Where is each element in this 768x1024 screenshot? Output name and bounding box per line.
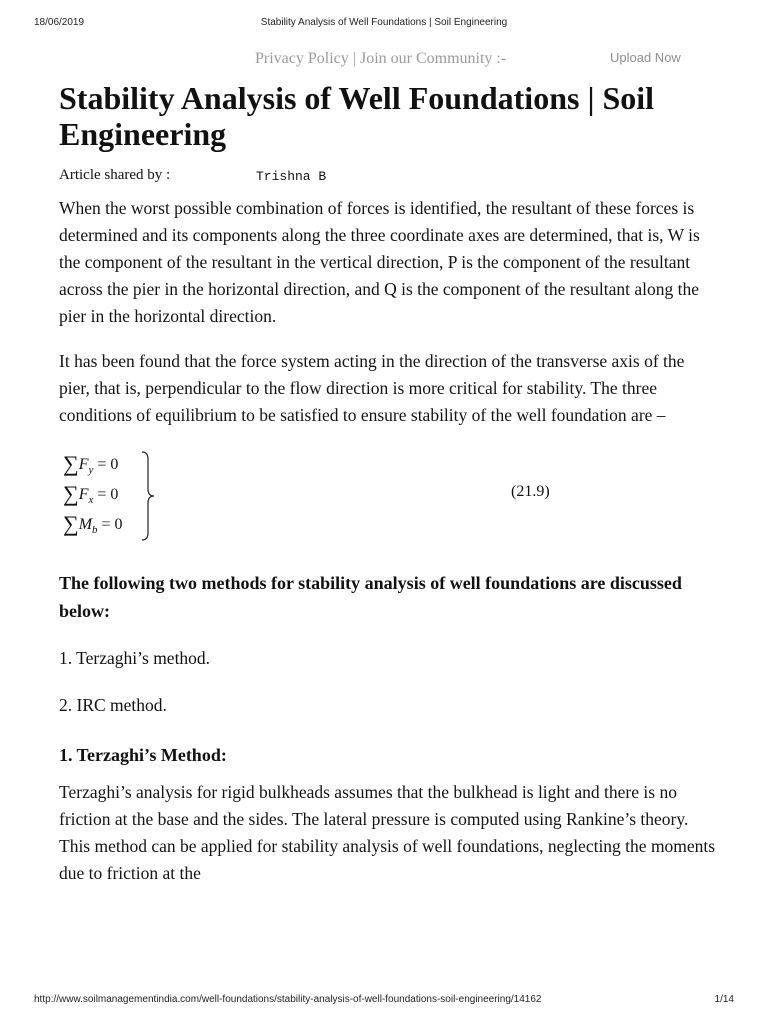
print-page-title: Stability Analysis of Well Foundations | Soil Engineering: [260, 17, 508, 28]
byline-label: Article shared by :: [59, 167, 171, 183]
equation-number: (21.9): [511, 483, 550, 500]
paragraph: When the worst possible combination of forces is identified, the resultant of these forces is determined and its components along the three coordinate axes are determined, that is, W is the component of the resultant in the vertical direction, P is the component of the resultant across the pier in the horizontal direction, and Q is the component of the resultant along the pier in the horizontal direction.: [59, 198, 700, 326]
right-brace-icon: [141, 451, 155, 541]
equation-line: $\sum F_x = 0$: [63, 481, 119, 507]
page-number: 1/14: [714, 994, 734, 1005]
byline: [59, 167, 719, 187]
section-heading: 1. Terzaghi’s Method:: [59, 745, 227, 765]
paragraph: Terzaghi’s analysis for rigid bulkheads assumes that the bulkhead is light and there is no friction at the base and the sides. The lateral pressure is computed using Rankine’s theory. This method can be applied for stability analysis of well foundations, neglecting the moments due to friction at the: [59, 782, 716, 883]
equation-line: $\sum F_y = 0$: [63, 451, 119, 477]
method-item: 1. Terzaghi’s method.: [59, 648, 211, 668]
equation-lines: [63, 449, 123, 539]
article-title: Stability Analysis of Well Foundations | Soil Engineering: [59, 80, 655, 152]
print-date: 18/06/2019: [34, 17, 85, 28]
method-item: 2. IRC method.: [59, 695, 167, 715]
equation-line: $\sum M_b = 0$: [63, 511, 123, 537]
article: [59, 80, 719, 887]
author-name[interactable]: Trishna B: [256, 169, 327, 184]
equation-block: [59, 449, 719, 545]
print-url: http://www.soilmanagementindia.com/well-foundations/stability-analysis-of-well-foundations-soil-engineering/14162: [34, 994, 542, 1005]
site-topbar: [0, 50, 768, 70]
paragraph: It has been found that the force system acting in the direction of the transverse axis of the pier, that is, perpendicular to the flow direction is more critical for stability. The three conditions of equilibrium to be satisfied to ensure stability of the well foundation are –: [59, 351, 685, 425]
topbar-links[interactable]: Privacy Policy | Join our Community :-: [255, 50, 507, 67]
upload-now-button[interactable]: Upload Now: [610, 50, 681, 65]
methods-heading: The following two methods for stability analysis of well foundations are discussed below:: [59, 573, 682, 621]
